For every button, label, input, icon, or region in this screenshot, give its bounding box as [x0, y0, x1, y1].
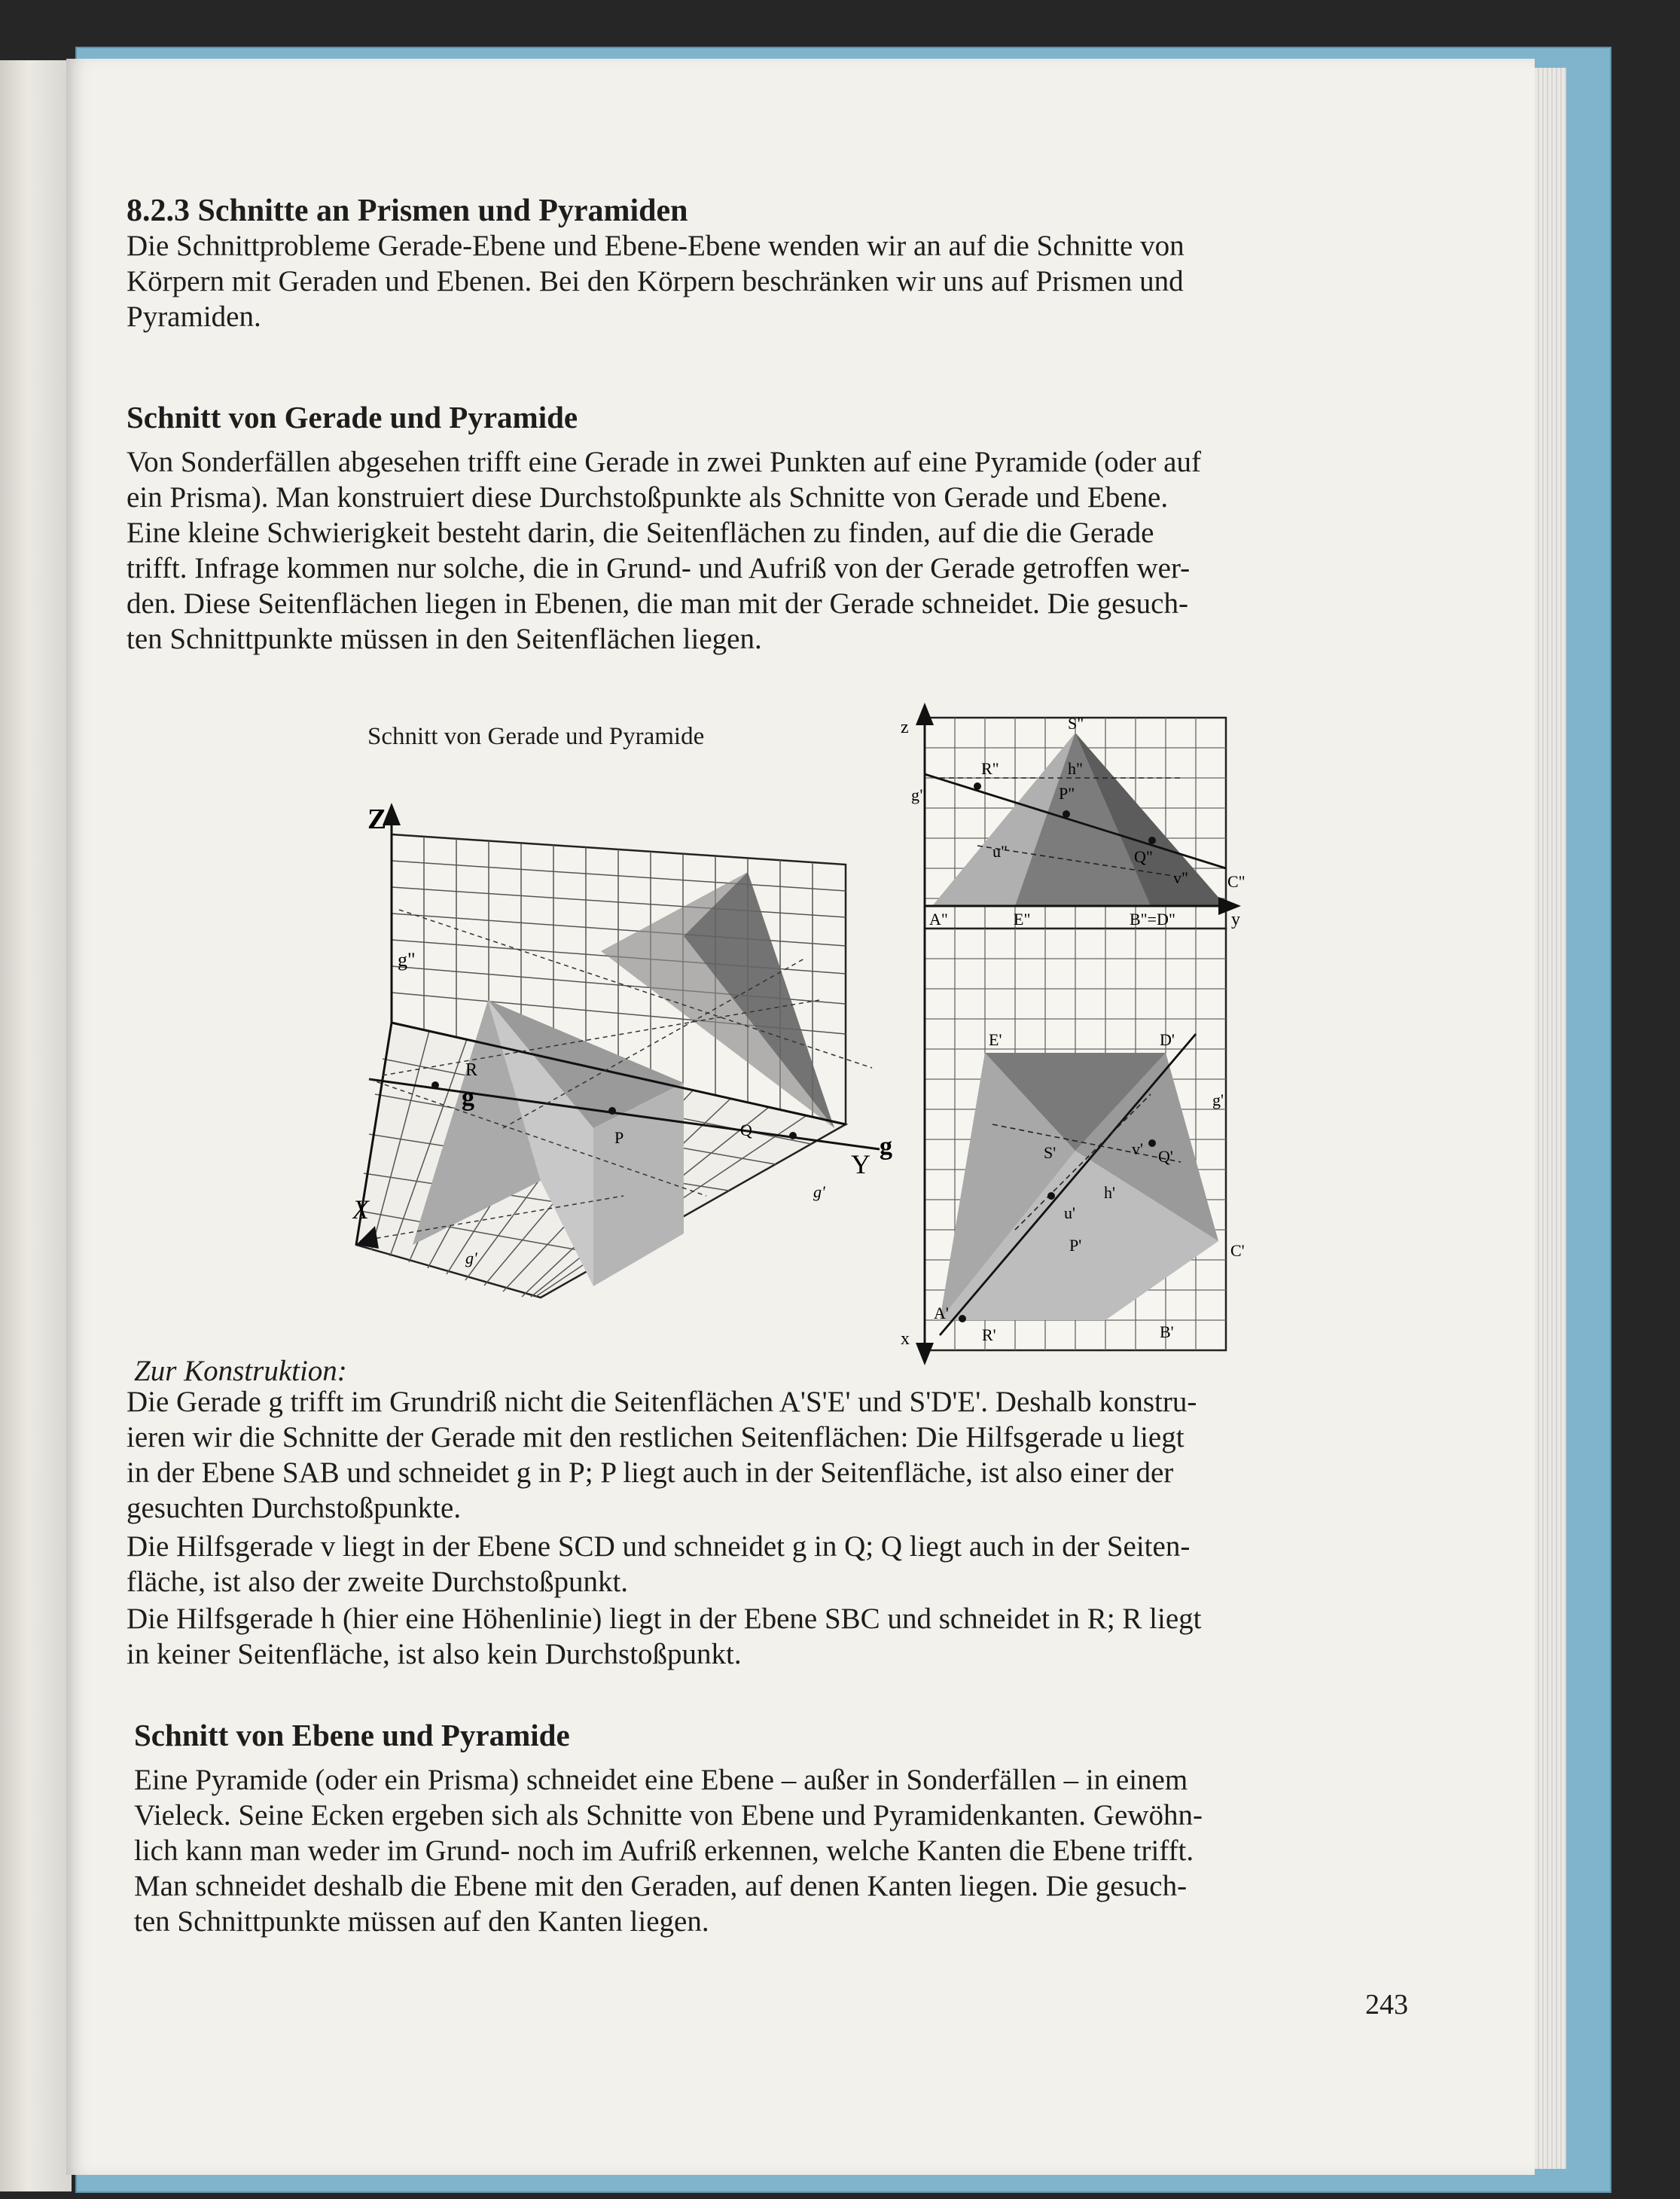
- label-g-ground-1: g': [813, 1182, 825, 1201]
- label-y: y: [1231, 910, 1240, 929]
- label-x-axis: X: [352, 1194, 369, 1225]
- point-q-marker: [789, 1132, 797, 1139]
- label-d1: D': [1160, 1030, 1175, 1049]
- label-z: z: [901, 718, 909, 737]
- label-g-aufriss: g": [398, 949, 416, 971]
- label-v2: v": [1173, 868, 1188, 887]
- construction-heading: Zur Konstruktion:: [134, 1355, 347, 1387]
- label-q1: Q': [1158, 1147, 1173, 1166]
- label-c2: C": [1227, 872, 1246, 891]
- line-pyramid-paragraph: [127, 444, 1474, 657]
- q1-marker: [1148, 1139, 1156, 1147]
- label-x: x: [901, 1329, 910, 1349]
- label-h1: h': [1104, 1183, 1115, 1202]
- text-line: lich kann man weder im Grund- noch im Aufriß erkennen, welche Kanten die Ebene trifft.: [134, 1835, 1194, 1867]
- label-c1: C': [1230, 1241, 1245, 1260]
- section-heading: 8.2.3 Schnitte an Prismen und Pyramiden: [127, 194, 688, 228]
- label-h2: h": [1068, 759, 1083, 778]
- text-line: Eine Pyramide (oder ein Prisma) schneidet eine Ebene – außer in Sonderfällen – in einem: [134, 1764, 1188, 1796]
- text-line: Eine kleine Schwierigkeit besteht darin, die Seitenflächen zu finden, auf die die Gerade: [127, 517, 1154, 549]
- r1-marker: [959, 1315, 966, 1322]
- label-b1: B': [1160, 1322, 1174, 1341]
- orthographic-figure: [864, 703, 1256, 1365]
- text-line: Die Hilfsgerade h (hier eine Höhenlinie) liegt in der Ebene SBC und schneidet in R; R liegt: [127, 1603, 1202, 1635]
- page-number: 243: [1365, 1989, 1408, 2021]
- label-a2: A": [929, 910, 948, 929]
- z-arrow: [916, 703, 934, 725]
- label-r: R: [465, 1060, 478, 1080]
- text-line: Pyramiden.: [127, 300, 261, 333]
- r2-marker: [974, 782, 981, 790]
- text-line: fläche, ist also der zweite Durchstoßpunkt.: [127, 1566, 629, 1598]
- label-q2: Q": [1134, 847, 1153, 866]
- label-e1: E': [989, 1030, 1002, 1049]
- p1-marker: [1047, 1192, 1055, 1200]
- label-p2: P": [1059, 784, 1075, 803]
- figure-caption: Schnitt von Gerade und Pyramide: [367, 723, 705, 750]
- label-g1: g': [1212, 1090, 1224, 1109]
- text-line: Die Hilfsgerade v liegt in der Ebene SCD und schneidet g in Q; Q liegt auch in der Seiten-: [127, 1530, 1191, 1563]
- q2-marker: [1148, 837, 1156, 844]
- label-r1: R': [982, 1325, 996, 1344]
- label-y-axis: Y: [851, 1149, 870, 1179]
- label-u2: u": [992, 842, 1008, 861]
- text-line: Von Sonderfällen abgesehen trifft eine Gerade in zwei Punkten auf eine Pyramide (oder auf: [127, 446, 1201, 478]
- label-q: Q: [740, 1121, 752, 1139]
- text-line: ten Schnittpunkte müssen auf den Kanten liegen.: [134, 1905, 709, 1938]
- text-line: Vieleck. Seine Ecken ergeben sich als Schnitte von Ebene und Pyramidenkanten. Gewöhn-: [134, 1799, 1203, 1831]
- book-page: [66, 59, 1535, 2175]
- label-bd2: B"=D": [1130, 910, 1175, 929]
- label-p: P: [614, 1128, 624, 1147]
- text-line: trifft. Infrage kommen nur solche, die in Grund- und Aufriß von der Gerade getroffen wer-: [127, 552, 1191, 584]
- text-line: den. Diese Seitenflächen liegen in Ebenen, die man mit der Gerade schneidet. Die gesuch-: [127, 587, 1188, 620]
- construction-paragraph-1: [127, 1384, 1474, 1526]
- plane-pyramid-paragraph: [134, 1762, 1474, 1939]
- left-page-edge: [0, 60, 72, 2191]
- intro-paragraph: [127, 228, 1474, 334]
- label-s2: S": [1068, 714, 1084, 733]
- construction-paragraph-2: [127, 1529, 1474, 1600]
- label-g-left: g: [462, 1084, 474, 1112]
- label-a1: A': [934, 1304, 949, 1322]
- label-v1: v': [1132, 1139, 1143, 1158]
- text-line: Man schneidet deshalb die Ebene mit den Geraden, auf denen Kanten liegen. Die gesuch-: [134, 1870, 1188, 1902]
- label-u1: u': [1064, 1203, 1075, 1222]
- point-p-marker: [608, 1107, 616, 1115]
- perspective-figure: [352, 774, 910, 1316]
- label-g2: g": [911, 785, 926, 804]
- label-g-ground-2: g': [465, 1249, 477, 1267]
- text-line: in der Ebene SAB und schneidet g in P; P liegt auch in der Seitenfläche, ist also einer der: [127, 1456, 1174, 1489]
- text-line: in keiner Seitenfläche, ist also kein Durchstoßpunkt.: [127, 1638, 742, 1670]
- label-p1: P': [1069, 1236, 1082, 1255]
- point-r-marker: [431, 1081, 439, 1089]
- text-line: gesuchten Durchstoßpunkte.: [127, 1492, 462, 1524]
- label-e2: E": [1014, 910, 1031, 929]
- p2-marker: [1063, 810, 1070, 818]
- label-z-axis: Z: [367, 804, 387, 835]
- x-arrow: [916, 1343, 934, 1365]
- label-r2: R": [981, 759, 999, 778]
- text-line: Körpern mit Geraden und Ebenen. Bei den Körpern beschränken wir uns auf Prismen und: [127, 265, 1184, 297]
- text-line: ten Schnittpunkte müssen in den Seitenflächen liegen.: [127, 623, 762, 655]
- subheading-line-pyramid: Schnitt von Gerade und Pyramide: [127, 400, 578, 435]
- text-line: ein Prisma). Man konstruiert diese Durchstoßpunkte als Schnitte von Gerade und Ebene.: [127, 481, 1169, 514]
- construction-paragraph-3: [127, 1601, 1474, 1672]
- text-line: Die Schnittprobleme Gerade-Ebene und Ebene-Ebene wenden wir an auf die Schnitte von: [127, 230, 1185, 262]
- subheading-plane-pyramid: Schnitt von Ebene und Pyramide: [134, 1718, 570, 1752]
- text-line: Die Gerade g trifft im Grundriß nicht die Seitenflächen A'S'E' und S'D'E'. Deshalb konstru-: [127, 1386, 1197, 1418]
- text-line: ieren wir die Schnitte der Gerade mit den restlichen Seitenflächen: Die Hilfsgerade u liegt: [127, 1421, 1185, 1453]
- label-g-right: g: [880, 1133, 892, 1160]
- label-s1: S': [1044, 1143, 1056, 1162]
